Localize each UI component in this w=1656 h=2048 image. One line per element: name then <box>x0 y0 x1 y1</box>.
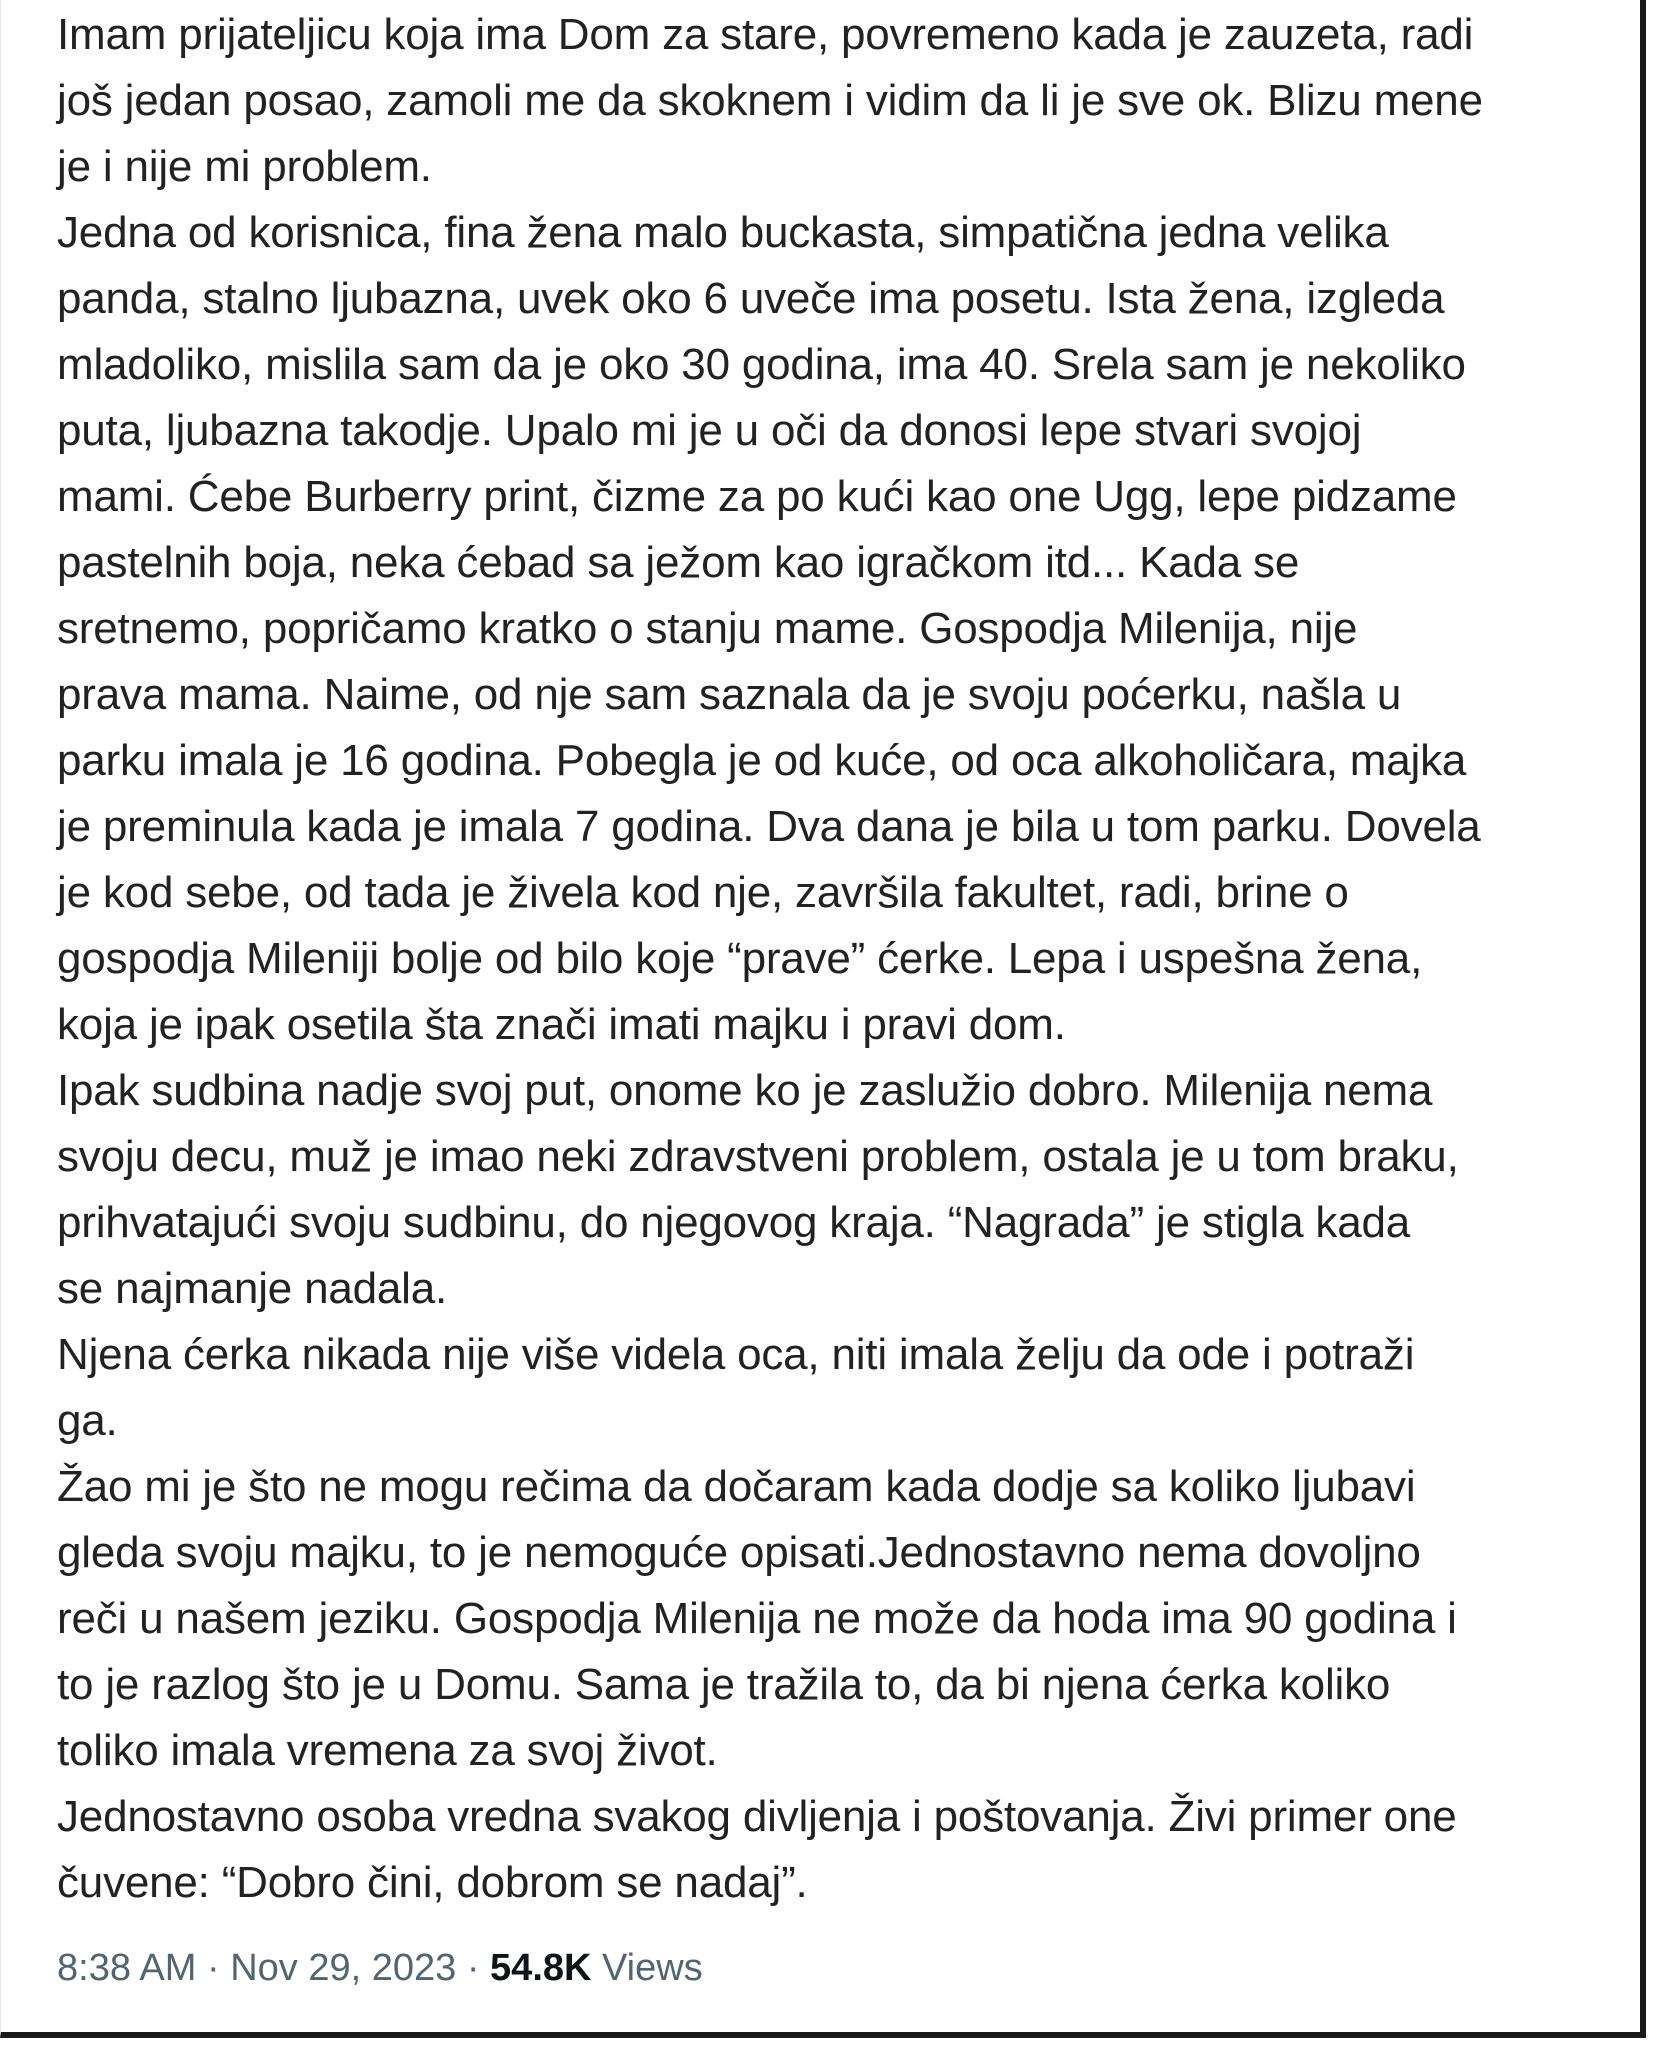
tweet-line: to je razlog što je u Domu. Sama je tražila to, da bi njena ćerka koliko <box>57 1660 1391 1709</box>
tweet-line: ga. <box>57 1396 118 1445</box>
tweet-line: reči u našem jeziku. Gospodja Milenija ne može da hoda ima 90 godina i <box>57 1594 1457 1643</box>
tweet-time[interactable]: 8:38 AM <box>57 1947 197 1989</box>
tweet-line: mladoliko, mislila sam da je oko 30 godina, ima 40. Srela sam je nekoliko <box>57 340 1466 389</box>
tweet-line: čuvene: “Dobro čini, dobrom se nadaj”. <box>57 1858 808 1907</box>
tweet-line: gospodja Mileniji bolje od bilo koje “prave” ćerke. Lepa i uspešna žena, <box>57 934 1423 983</box>
meta-separator: · <box>196 1947 231 1989</box>
tweet-line: koja je ipak osetila šta znači imati majku i pravi dom. <box>57 1000 1066 1049</box>
tweet-line: toliko imala vremena za svoj život. <box>57 1726 718 1775</box>
tweet-date[interactable]: Nov 29, 2023 <box>230 1947 457 1989</box>
tweet-line: pastelnih boja, neka ćebad sa ježom kao igračkom itd... Kada se <box>57 538 1300 587</box>
tweet-line: još jedan posao, zamoli me da skoknem i vidim da li je sve ok. Blizu mene <box>57 76 1483 125</box>
tweet-line: gleda svoju majku, to je nemoguće opisati.Jednostavno nema dovoljno <box>57 1528 1421 1577</box>
meta-separator: · <box>456 1947 491 1989</box>
views-count[interactable]: 54.8K <box>490 1947 592 1989</box>
tweet-line: puta, ljubazna takodje. Upalo mi je u oči da donosi lepe stvari svojoj <box>57 406 1362 455</box>
tweet-line: Žao mi je što ne mogu rečima da dočaram kada dodje sa koliko ljubavi <box>57 1462 1416 1511</box>
tweet-line: prihvatajući svoju sudbinu, do njegovog kraja. “Nagrada” je stigla kada <box>57 1198 1411 1247</box>
tweet-line: se najmanje nadala. <box>57 1264 448 1313</box>
tweet-line: Imam prijateljicu koja ima Dom za stare, povremeno kada je zauzeta, radi <box>57 10 1474 59</box>
tweet-line: Jednostavno osoba vredna svakog divljenja i poštovanja. Živi primer one <box>57 1792 1457 1841</box>
tweet-line: je kod sebe, od tada je živela kod nje, završila fakultet, radi, brine o <box>57 868 1349 917</box>
tweet-line: panda, stalno ljubazna, uvek oko 6 uveče ima posetu. Ista žena, izgleda <box>57 274 1445 323</box>
tweet-line: je preminula kada je imala 7 godina. Dva dana je bila u tom parku. Dovela <box>57 802 1481 851</box>
tweet-line: Njena ćerka nikada nije više videla oca, niti imala želju da ode i potraži <box>57 1330 1415 1379</box>
tweet-line: Ipak sudbina nadje svoj put, onome ko je zaslužio dobro. Milenija nema <box>57 1066 1433 1115</box>
tweet-line: prava mama. Naime, od nje sam saznala da je svoju poćerku, našla u <box>57 670 1402 719</box>
tweet-line: svoju decu, muž je imao neki zdravstveni problem, ostala je u tom braku, <box>57 1132 1459 1181</box>
tweet-line: je i nije mi problem. <box>57 142 432 191</box>
tweet-line: Jedna od korisnica, fina žena malo buckasta, simpatična jedna velika <box>57 208 1389 257</box>
tweet-body <box>57 2 1617 1916</box>
tweet-line: parku imala je 16 godina. Pobegla je od kuće, od oca alkoholičara, majka <box>57 736 1467 785</box>
tweet-line: sretnemo, popričamo kratko o stanju mame. Gospodja Milenija, nije <box>57 604 1358 653</box>
views-label: Views <box>591 1947 703 1989</box>
tweet-meta <box>57 1940 703 1996</box>
tweet-line: mami. Ćebe Burberry print, čizme za po kući kao one Ugg, lepe pidzame <box>57 472 1457 521</box>
